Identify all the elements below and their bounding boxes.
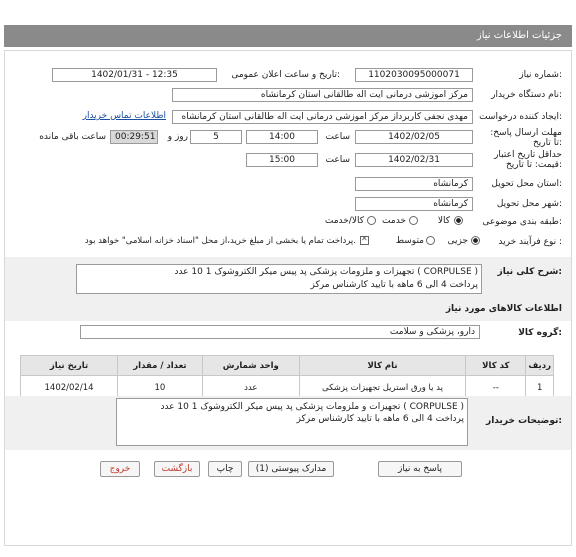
cell-date: 1402/02/14 [21, 376, 118, 401]
announce-field: 1402/01/31 - 12:35 [52, 68, 217, 82]
buyer-notes-line-2: پرداخت 4 الی 6 ماهه با تایید کارشناس مرکز [296, 414, 464, 424]
summary-label: شرح کلی نیاز: [497, 267, 562, 277]
days-field: 5 [190, 130, 242, 144]
payment-note: پرداخت تمام یا بخشی از مبلغ خرید،از محل "اسناد خزانه اسلامی" خواهد بود. [84, 236, 356, 246]
col-qty: تعداد / مقدار [118, 356, 203, 376]
need-number-field: 1102030095000071 [355, 68, 473, 82]
category-goods-service-label: کالا/خدمت [324, 216, 364, 226]
province-field: کرمانشاه [355, 177, 473, 191]
cell-code: -- [466, 376, 526, 401]
col-name: نام کالا [299, 356, 465, 376]
city-field: کرمانشاه [355, 197, 473, 211]
deadline-time-label: ساعت [325, 132, 350, 142]
page-title: جزئیات اطلاعات نیاز [4, 25, 572, 47]
remaining-label: ساعت باقی مانده [39, 132, 106, 142]
goods-info-title: اطلاعات کالاهای مورد نیاز [445, 304, 562, 314]
creator-field: مهدی نجفی کاربرداز مرکز اموزشی درمانی ایت اله طالقانی استان کرمانشاه [172, 110, 473, 124]
need-number-label: شماره نیاز: [519, 70, 562, 80]
reply-button[interactable]: پاسخ به نیاز [378, 461, 462, 477]
process-partial-radio[interactable] [471, 236, 480, 245]
back-button[interactable]: بازگشت [154, 461, 200, 477]
category-goods-radio[interactable] [454, 216, 463, 225]
city-label: شهر محل تحویل: [496, 199, 562, 209]
validity-label: حداقل تاریخ اعتبار قیمت: تا تاریخ: [494, 150, 562, 170]
col-date: تاریخ نیاز [21, 356, 118, 376]
cell-unit: عدد [202, 376, 299, 401]
buyer-org-field: مرکز اموزشی درمانی ایت اله طالقانی استان کرمانشاه [172, 88, 473, 102]
col-code: کد کالا [466, 356, 526, 376]
exit-button[interactable]: خروج [100, 461, 140, 477]
buyer-notes-line-1: تجهیزات و ملزومات پزشکی پد پیس میکر الکتروشوک 1 10 عدد ( CORPULSE ) [160, 402, 464, 412]
buyer-org-label: نام دستگاه خریدار: [491, 90, 562, 100]
col-row: ردیف [526, 356, 554, 376]
col-unit: واحد شمارش [202, 356, 299, 376]
announce-label: تاریخ و ساعت اعلان عمومی: [231, 70, 340, 80]
category-goods-service-radio[interactable] [367, 216, 376, 225]
table-header-row [21, 356, 554, 376]
cell-qty: 10 [118, 376, 203, 401]
deadline-time-field: 14:00 [246, 130, 318, 144]
summary-line-1: تجهیزات و ملزومات پزشکی پد پیس میکر الکتروشوک 1 10 عدد ( CORPULSE ) [174, 267, 478, 277]
category-service-radio[interactable] [409, 216, 418, 225]
validity-time-label: ساعت [325, 155, 350, 165]
goods-group-label: گروه کالا: [518, 328, 562, 338]
creator-label: ایجاد کننده درخواست: [479, 112, 562, 122]
process-label: نوع فرآیند خرید : [498, 237, 562, 247]
remaining-time-field: 00:29:51 [110, 130, 158, 144]
process-partial-label: جزیی [447, 236, 468, 246]
buyer-notes-label: توضیحات خریدار: [486, 416, 562, 426]
cell-name: پد یا ورق استریل تجهیزات پزشکی [299, 376, 465, 401]
items-table [20, 355, 554, 401]
days-label: روز و [167, 132, 188, 142]
attachments-button[interactable]: مدارک پیوستی (1) [248, 461, 334, 477]
summary-line-2: پرداخت 4 الی 6 ماهه با تایید کارشناس مرکز [310, 280, 478, 290]
process-medium-radio[interactable] [426, 236, 435, 245]
contact-buyer-link[interactable]: اطلاعات تماس خریدار [82, 111, 166, 121]
validity-time-field: 15:00 [246, 153, 318, 167]
category-goods-label: کالا [437, 216, 450, 226]
deadline-date-field: 1402/02/05 [355, 130, 473, 144]
deadline-label: مهلت ارسال پاسخ: تا تاریخ: [490, 128, 562, 148]
category-service-label: خدمت [382, 216, 406, 226]
province-label: استان محل تحویل: [491, 179, 562, 189]
goods-group-field: دارو، پزشکی و سلامت [80, 325, 480, 339]
print-button[interactable]: چاپ [208, 461, 242, 477]
process-medium-label: متوسط [395, 236, 424, 246]
validity-date-field: 1402/02/31 [355, 153, 473, 167]
category-label: طبقه بندی موضوعی: [482, 217, 562, 227]
cell-row: 1 [526, 376, 554, 401]
treasury-payment-checkbox[interactable] [360, 236, 369, 245]
